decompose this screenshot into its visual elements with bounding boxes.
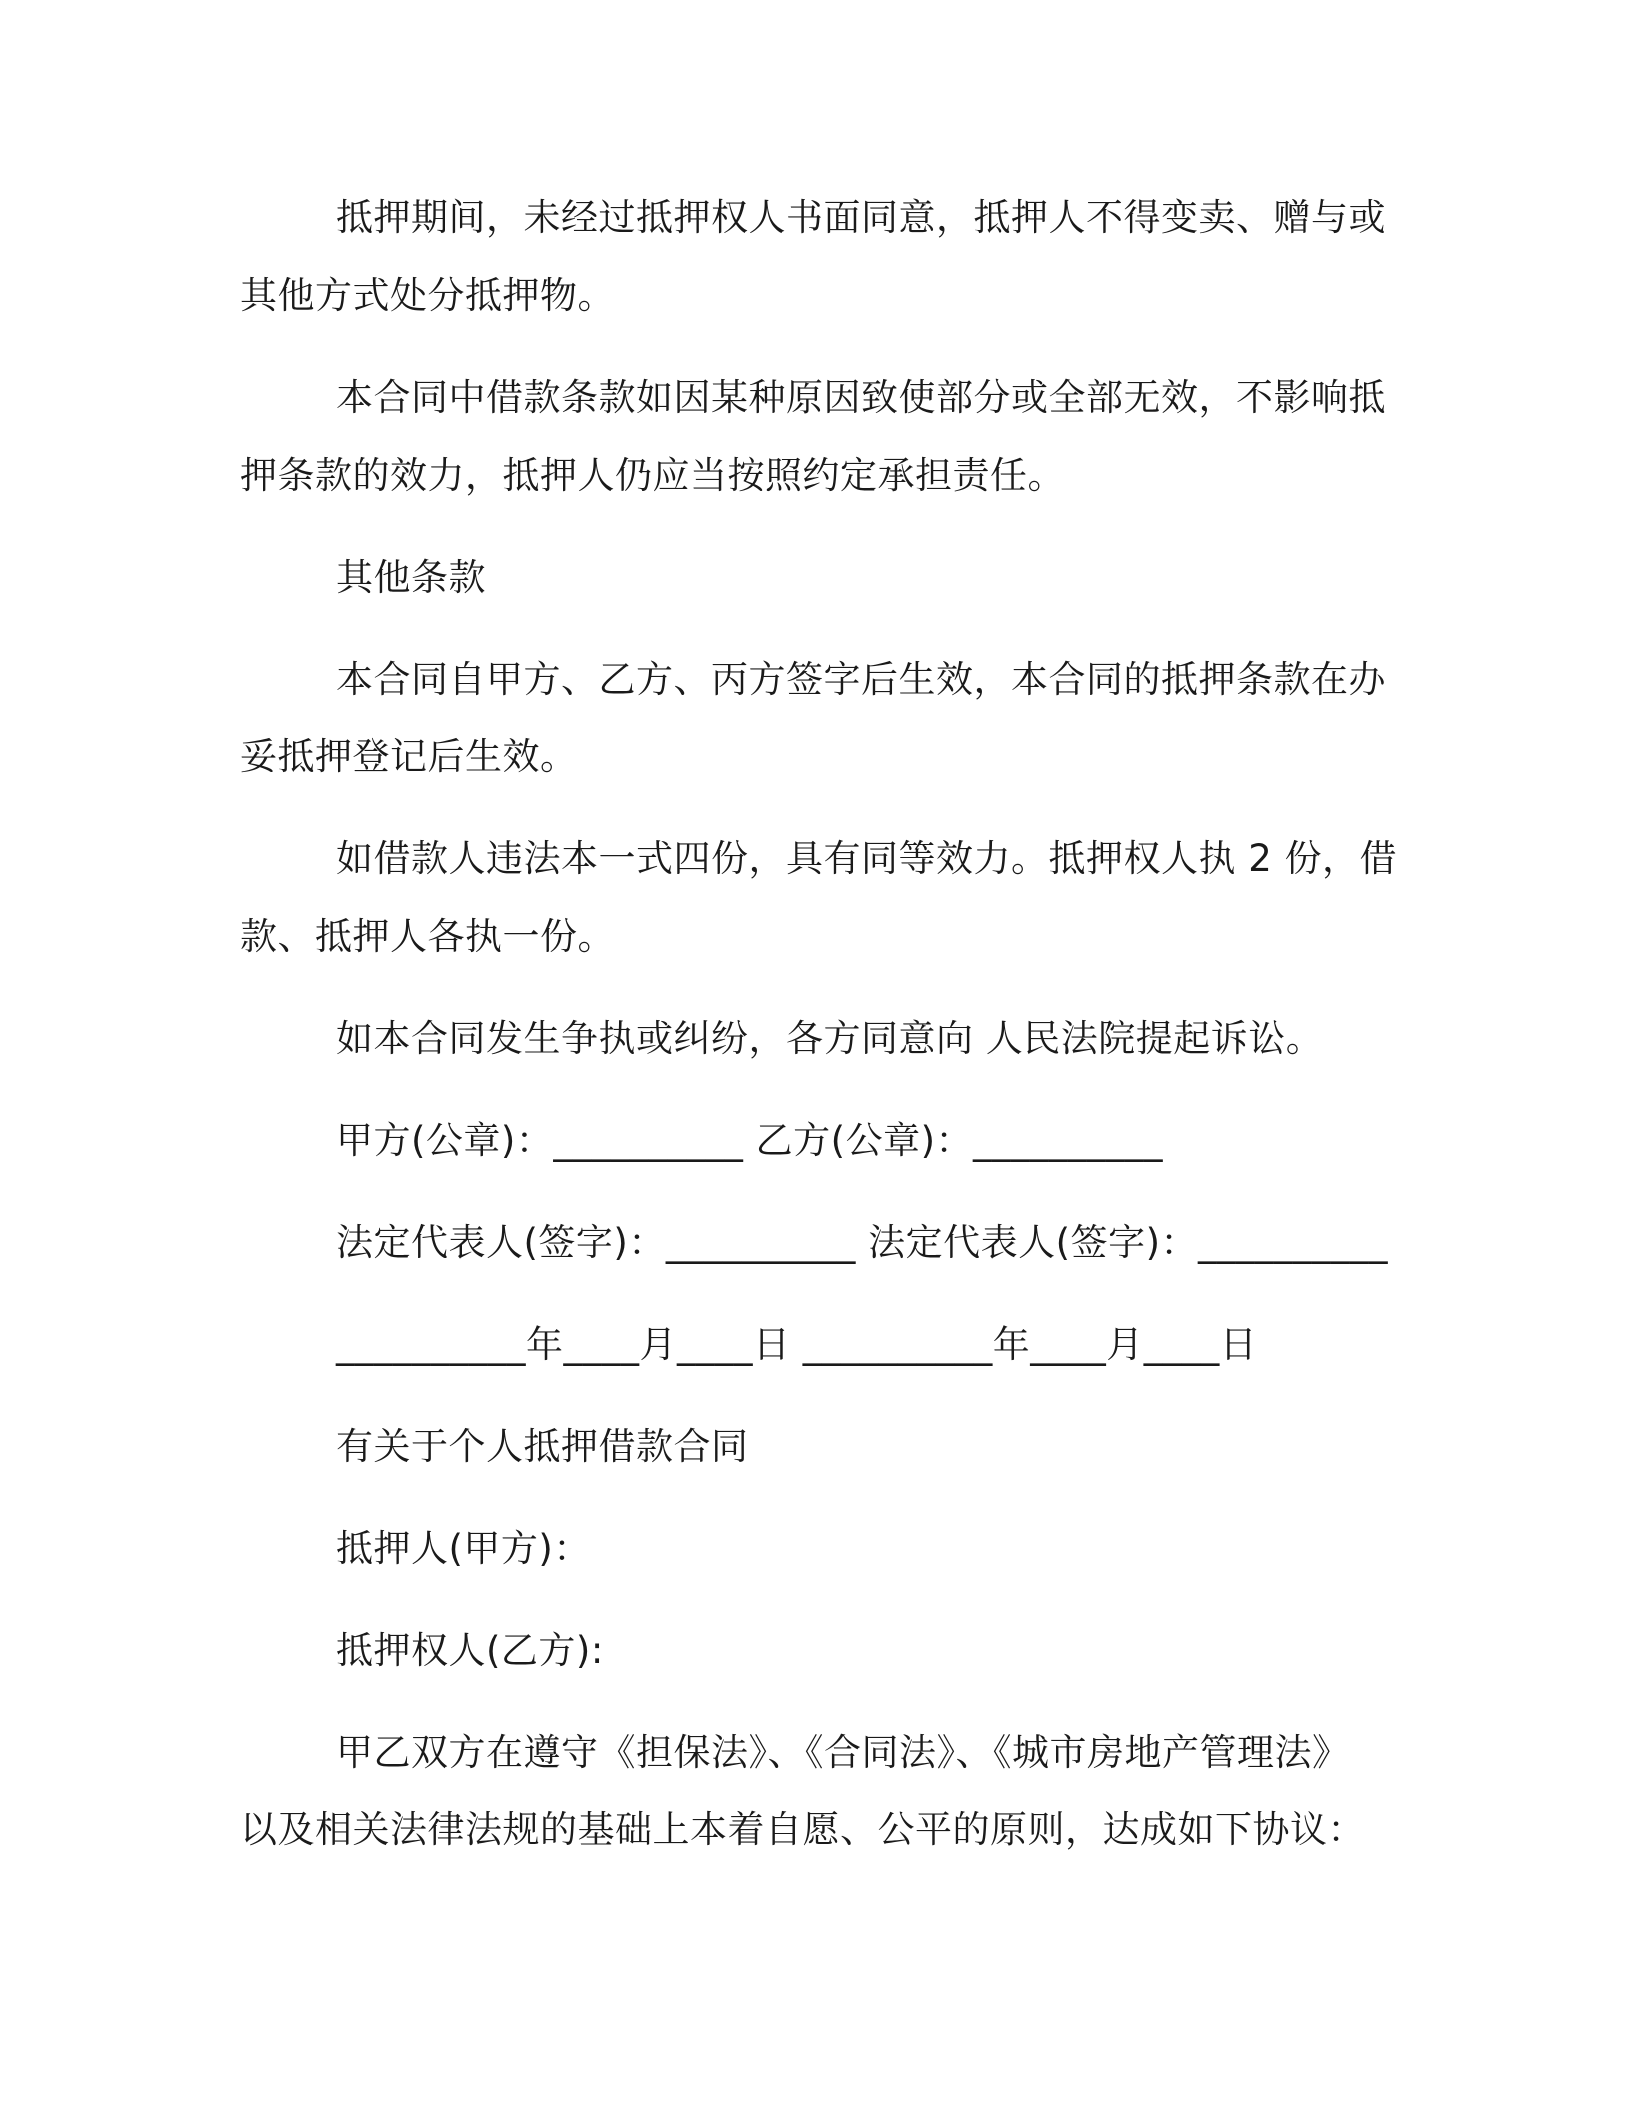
signature-date-line: __________年____月____日 __________年____月____日 [336, 1323, 1258, 1366]
paragraph-copies-line-2: 款、抵押人各执一份。 [240, 915, 615, 958]
paragraph-copies-line-1: 如借款人违法本一式四份，具有同等效力。抵押权人执 2 份，借 [336, 837, 1398, 880]
section-heading-other-terms: 其他条款 [336, 556, 486, 599]
contract-title: 有关于个人抵押借款合同 [336, 1425, 749, 1468]
paragraph-effective-line-1: 本合同自甲方、乙方、丙方签字后生效，本合同的抵押条款在办 [336, 658, 1386, 701]
signature-representative-line: 法定代表人(签字)：__________ 法定代表人(签字)：__________ [336, 1221, 1389, 1264]
mortgagee-party-b-label: 抵押权人(乙方): [336, 1629, 604, 1672]
paragraph-mortgage-period-line-2: 其他方式处分抵押物。 [240, 274, 615, 317]
paragraph-effective-line-2: 妥抵押登记后生效。 [240, 735, 578, 778]
paragraph-mortgage-period-line-1: 抵押期间，未经过抵押权人书面同意，抵押人不得变卖、赠与或 [336, 196, 1386, 239]
document-page [240, 0, 1400, 2112]
paragraph-dispute: 如本合同发生争执或纠纷，各方同意向 人民法院提起诉讼。 [336, 1017, 1324, 1060]
paragraph-agreement-line-2: 以及相关法律法规的基础上本着自愿、公平的原则，达成如下协议： [240, 1808, 1365, 1851]
paragraph-agreement-line-1: 甲乙双方在遵守《担保法》、《合同法》、《城市房地产管理法》 [336, 1731, 1350, 1774]
signature-seal-line: 甲方(公章)：__________ 乙方(公章)：__________ [336, 1119, 1164, 1162]
paragraph-loan-clause-line-1: 本合同中借款条款如因某种原因致使部分或全部无效，不影响抵 [336, 376, 1386, 419]
mortgagor-party-a-label: 抵押人(甲方)： [336, 1527, 591, 1570]
paragraph-loan-clause-line-2: 押条款的效力，抵押人仍应当按照约定承担责任。 [240, 454, 1065, 497]
